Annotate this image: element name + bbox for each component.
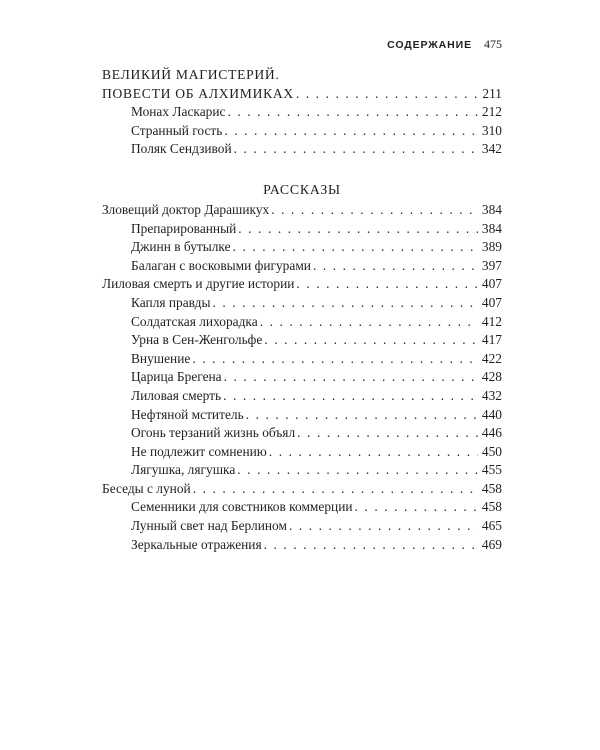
toc-entry [102,387,502,406]
page-number: 212 [481,104,502,120]
section-title-line-2: ПОВЕСТИ ОБ АЛХИМИКАХ [102,85,294,101]
section-spacer [102,159,502,179]
toc-entry [102,461,502,480]
group-title: Беседы с луной [102,480,191,496]
page-number: 342 [481,141,502,157]
entry-title: Огонь терзаний жизнь объял [131,425,296,441]
entry-title: Препарированный [131,220,237,236]
toc-entry [102,257,502,276]
dot-leader [264,331,478,350]
toc-entry-group [102,480,502,499]
section-title-line-1: ВЕЛИКИЙ МАГИСТЕРИЙ. [102,67,280,82]
toc-entry [102,294,502,313]
page-number: 211 [482,85,502,101]
dot-leader [296,85,478,104]
dot-leader [224,368,478,387]
page-number: 397 [481,257,502,273]
page-number: 310 [481,122,502,138]
page-number: 384 [481,220,502,236]
running-head-page-number: 475 [484,37,502,51]
page-number: 407 [481,294,502,310]
toc-entry-group [102,201,502,220]
dot-leader [234,140,478,159]
entry-title: Нефтяной мститель [131,406,244,422]
toc-entry-group [102,275,502,294]
toc-entry [102,517,502,536]
page-number: 458 [481,499,502,515]
page-number: 412 [481,313,502,329]
toc-entry [102,350,502,369]
dot-leader [269,443,478,462]
entry-title: Джинн в бутылке [131,239,231,255]
entry-title: Лягушка, лягушка [131,462,236,478]
entry-title: Семенники для совстников коммерции [131,499,353,515]
page-number: 455 [481,462,502,478]
running-head [387,37,502,52]
group-title: Лиловая смерть и другие истории [102,276,295,292]
dot-leader [289,517,478,536]
toc-entry-section-title [102,85,502,104]
page-number: 428 [481,369,502,385]
entry-title: Урна в Сен-Женгольфе [131,332,263,348]
toc-entry [102,368,502,387]
running-head-title: СОДЕРЖАНИЕ [387,39,472,51]
toc-entry [102,536,502,555]
dot-leader [260,313,478,332]
entry-title: Лунный свет над Берлином [131,518,287,534]
toc-entry [102,443,502,462]
dot-leader [193,480,478,499]
toc-entry [102,406,502,425]
entry-title: Лиловая смерть [131,387,222,403]
page-number: 469 [481,536,502,552]
dot-leader [313,257,478,276]
dot-leader [238,220,478,239]
page-number: 432 [481,387,502,403]
page-number: 384 [481,201,502,217]
entry-title: Странный гость [131,122,223,138]
dot-leader [297,424,478,443]
entry-title: Поляк Сендзивой [131,141,232,157]
toc-entry [102,331,502,350]
entry-title: Капля правды [131,294,211,310]
entry-title: Монах Ласкарис [131,104,226,120]
table-of-contents [102,66,502,554]
page-number: 458 [481,480,502,496]
section-heading: РАССКАЗЫ [263,181,341,197]
dot-leader [264,536,478,555]
entry-title: Зеркальные отражения [131,536,262,552]
toc-entry [102,238,502,257]
dot-leader [212,294,478,313]
entry-title: Не подлежит сомнению [131,443,267,459]
toc-entry [102,424,502,443]
entry-title: Солдатская лихорадка [131,313,258,329]
dot-leader [271,201,478,220]
page-number: 465 [481,518,502,534]
dot-leader [224,122,478,141]
page-number: 440 [481,406,502,422]
entry-title: Царица Брегена [131,369,222,385]
dot-leader [355,498,478,517]
group-title: Зловещий доктор Дарашикух [102,201,270,217]
toc-entry [102,140,502,159]
toc-entry [102,122,502,141]
dot-leader [246,406,478,425]
dot-leader [237,461,478,480]
dot-leader [296,275,478,294]
toc-entry [102,220,502,239]
page-number: 407 [481,276,502,292]
toc-entry [102,313,502,332]
dot-leader [223,387,478,406]
page-number: 422 [481,350,502,366]
entry-title: Внушение [131,350,191,366]
entry-title: Балаган с восковыми фигурами [131,257,311,273]
dot-leader [227,103,478,122]
page-number: 450 [481,443,502,459]
page-number: 389 [481,239,502,255]
dot-leader [233,238,478,257]
page-number: 417 [481,332,502,348]
toc-entry [102,103,502,122]
toc-entry [102,498,502,517]
page-number: 446 [481,425,502,441]
dot-leader [192,350,478,369]
